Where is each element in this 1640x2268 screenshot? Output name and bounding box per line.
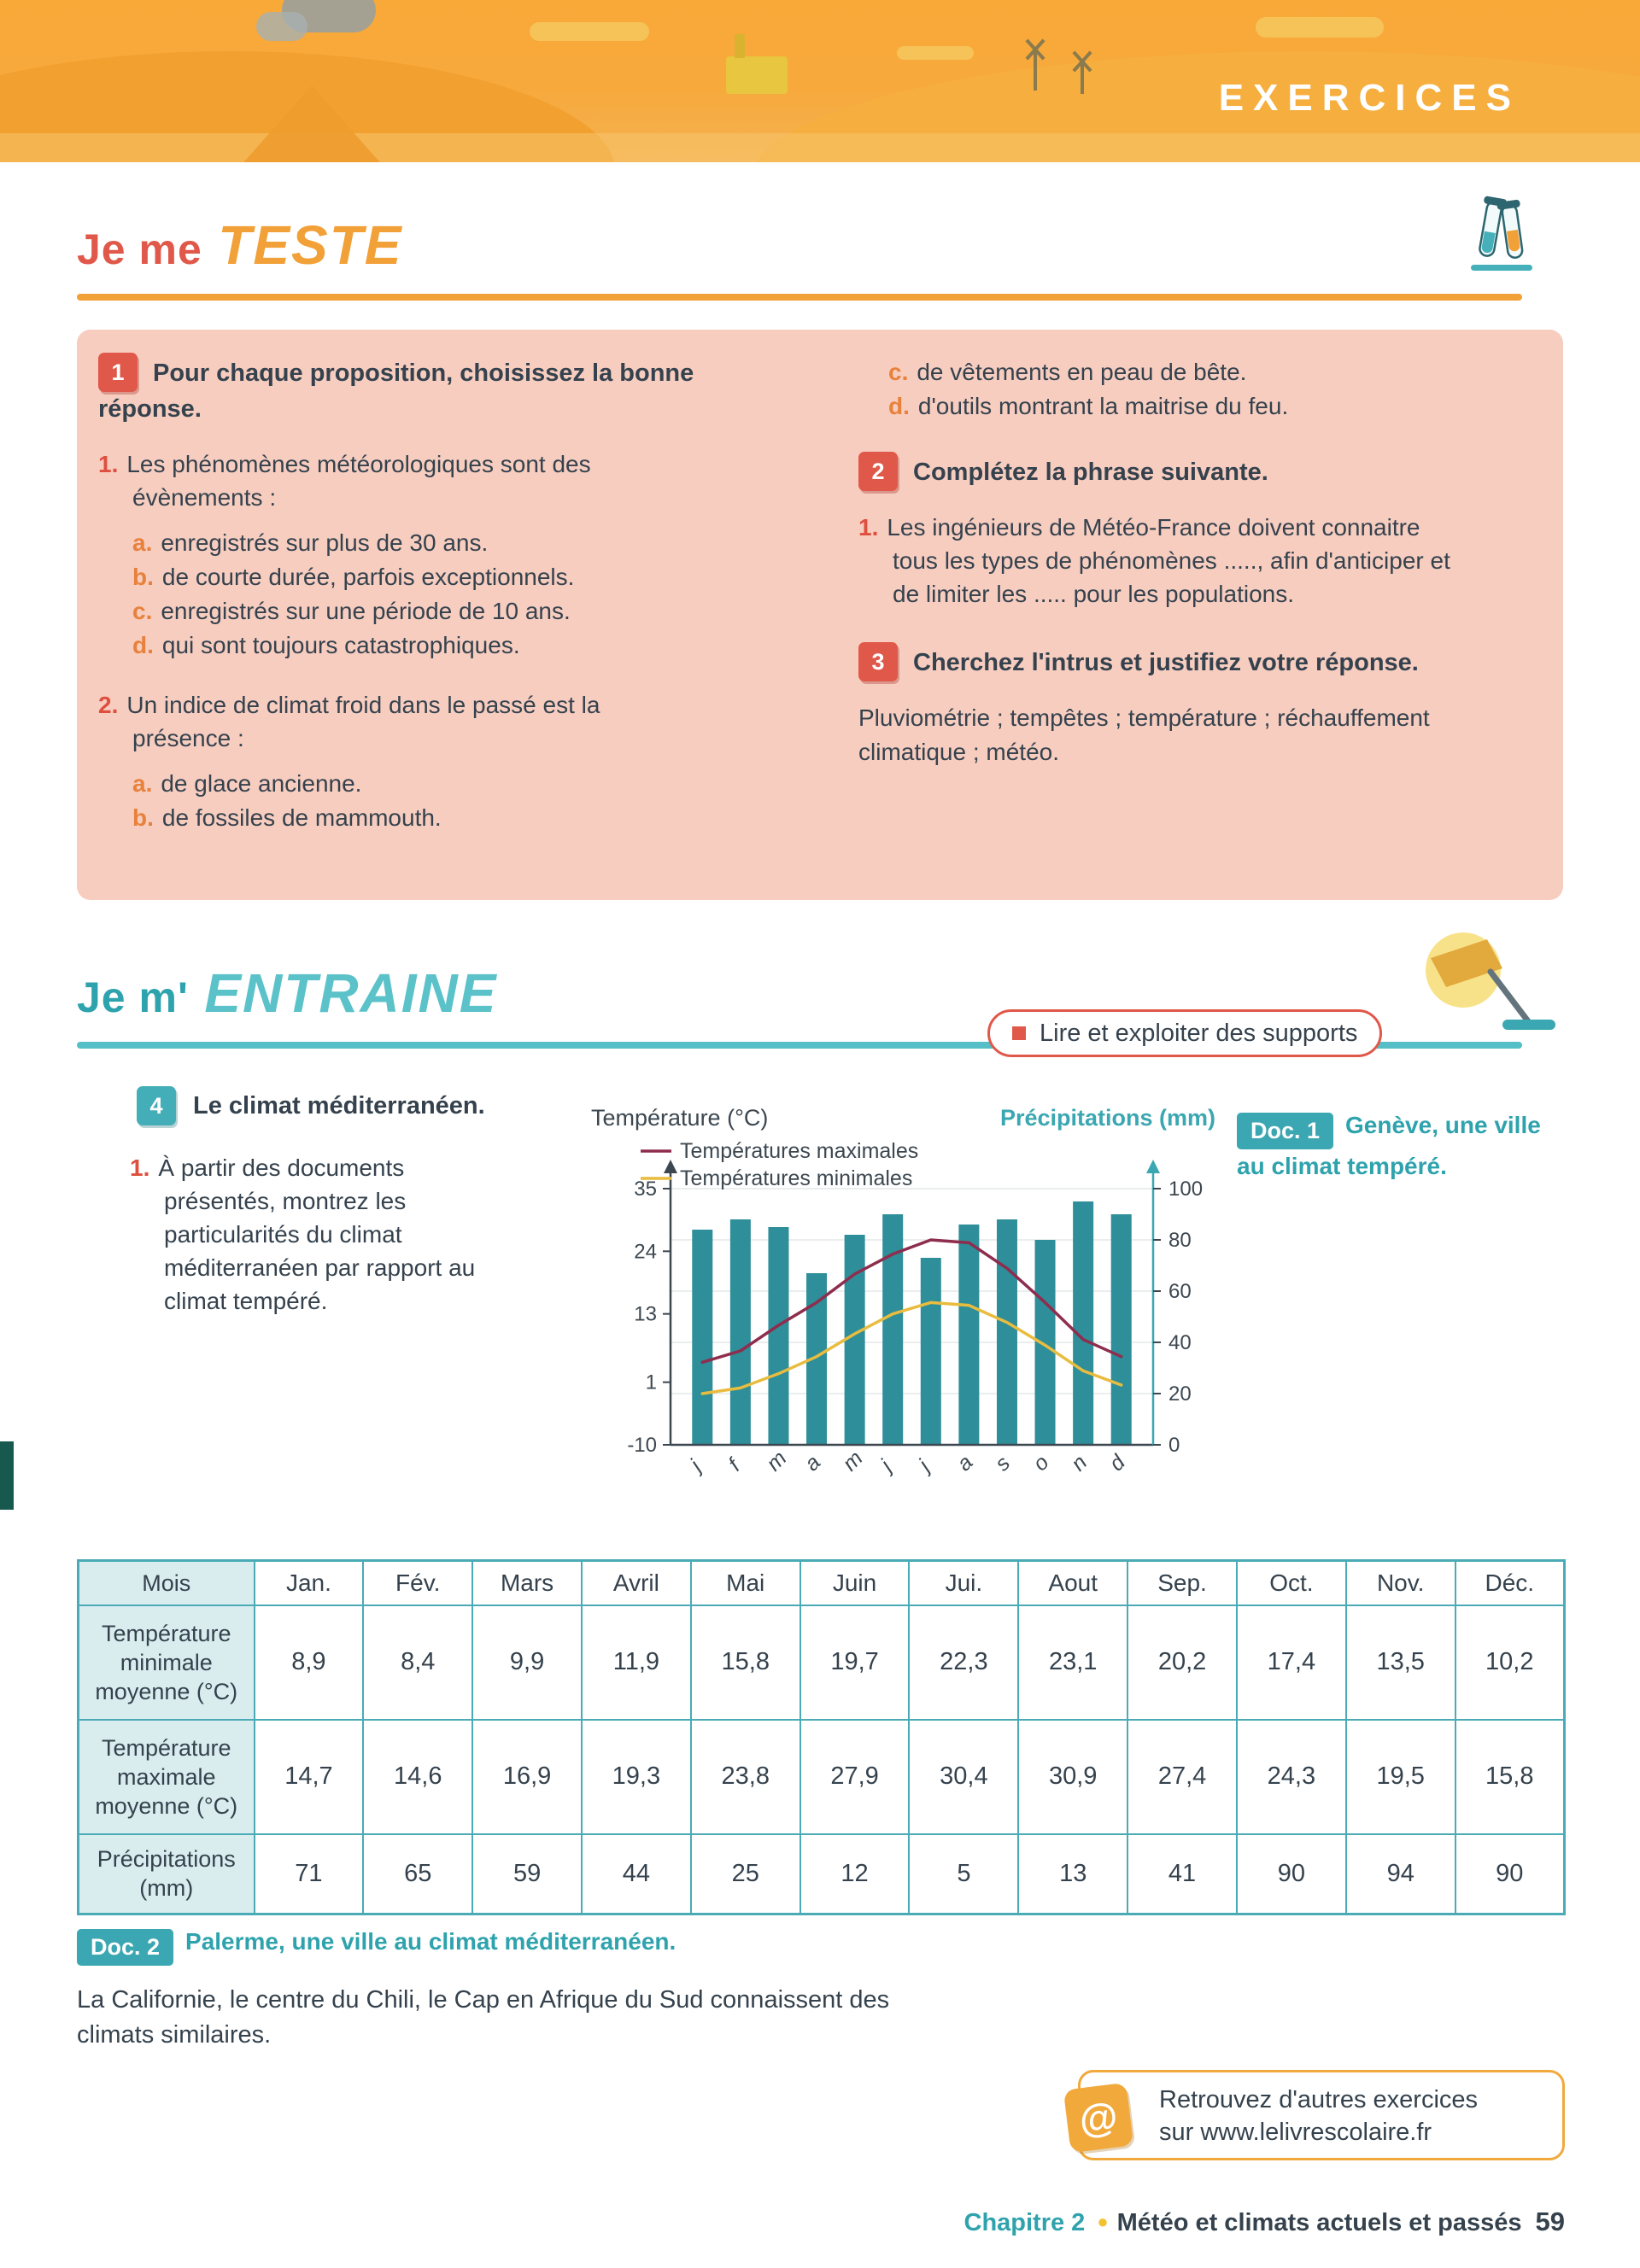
legend-label: Températures minimales: [680, 1166, 913, 1190]
exercise-3-title: Cherchez l'intrus et justifiez votre réponse.: [913, 649, 1419, 676]
banner-title: EXERCICES: [1218, 77, 1520, 119]
right-tick-label: 20: [1168, 1382, 1192, 1406]
exercise-3-text: Pluviométrie ; tempêtes ; température ; réchauffement climatique ; météo.: [858, 704, 1430, 765]
table-cell: 22,3: [909, 1605, 1018, 1720]
table-cell: 9,9: [472, 1605, 582, 1720]
table-cell: 12: [800, 1834, 910, 1914]
question-number: 1.: [858, 514, 879, 541]
option-text: de courte durée, parfois exceptionnels.: [161, 564, 575, 590]
table-cell: 8,4: [363, 1605, 472, 1720]
exercise-1-question-2-options: [132, 767, 773, 835]
table-header-month: Juin: [800, 1561, 910, 1605]
left-tick-label: 35: [634, 1178, 657, 1201]
option-label: d.: [132, 632, 154, 658]
table-header-month: Fév.: [363, 1561, 472, 1605]
question-text: Les ingénieurs de Météo-France doivent connaitre tous les types de phénomènes ....., afin d'anticiper et de limiter les ..... pour les populations.: [887, 514, 1450, 607]
table-cell: 41: [1128, 1834, 1237, 1914]
exercise-1-number-badge: 1: [98, 353, 138, 392]
option-label: a.: [132, 529, 153, 556]
promo-line1: Retrouvez d'autres exercices: [1159, 2086, 1479, 2113]
wind-turbine-icon: [1081, 61, 1084, 94]
right-tick-label: 40: [1168, 1331, 1192, 1354]
volcano-icon: [239, 85, 384, 162]
question-number: 2.: [98, 692, 119, 718]
table-cell: 65: [363, 1834, 472, 1914]
table-cell: 24,3: [1237, 1720, 1346, 1834]
table-cell: 23,1: [1018, 1605, 1128, 1720]
month-label: s: [990, 1451, 1016, 1476]
precipitation-bar: [882, 1214, 903, 1445]
doc1-climate-chart: [589, 1103, 1226, 1522]
table-cell: 20,2: [1128, 1605, 1237, 1720]
right-axis-arrow: [1146, 1160, 1160, 1173]
exercise-3-number-badge: 3: [858, 642, 898, 681]
exercise-1-question-1-options-continued: [888, 355, 1542, 424]
page-edge-marker: [0, 1441, 14, 1510]
table-header-month: Jui.: [909, 1561, 1018, 1605]
precipitation-bar: [730, 1219, 751, 1445]
right-axis-title: Précipitations (mm): [999, 1105, 1215, 1131]
exbox-left-column: [98, 355, 773, 861]
temperature-line: [702, 1240, 1121, 1362]
table-cell: 14,6: [363, 1720, 472, 1834]
option-text: de vêtements en peau de bête.: [917, 359, 1247, 385]
exercise-4-title: Le climat méditerranéen.: [193, 1091, 485, 1119]
table-header-mois: Mois: [79, 1561, 255, 1605]
exercise-4-number-badge: 4: [137, 1086, 176, 1125]
precipitation-bar: [958, 1225, 979, 1445]
left-tick-label: 13: [634, 1302, 657, 1326]
right-tick-label: 0: [1168, 1434, 1180, 1457]
option-label: d.: [888, 393, 910, 419]
month-label: f: [723, 1454, 746, 1476]
table-cell: 27,4: [1128, 1720, 1237, 1834]
table-cell: 30,9: [1018, 1720, 1128, 1834]
table-cell: 94: [1346, 1834, 1456, 1914]
exercise-2-question-1: [858, 511, 1456, 611]
more-exercises-box: [1078, 2070, 1565, 2160]
table-cell: 15,8: [691, 1605, 800, 1720]
table-header-month: Jan.: [255, 1561, 364, 1605]
footer-page-number: 59: [1535, 2207, 1565, 2236]
promo-link[interactable]: sur www.lelivrescolaire.fr: [1159, 2119, 1432, 2146]
cloud-icon: [530, 22, 649, 41]
exercise-1-question-1-options: [132, 526, 773, 663]
table-cell: 13,5: [1346, 1605, 1456, 1720]
red-square-icon: [1012, 1026, 1026, 1040]
table-row: [79, 1720, 1565, 1834]
month-label: d: [1104, 1450, 1130, 1476]
option: [132, 526, 773, 560]
table-header-month: Sep.: [1128, 1561, 1237, 1605]
month-label: j: [876, 1455, 897, 1476]
table-header-month: Mars: [472, 1561, 582, 1605]
month-label: o: [1028, 1450, 1054, 1476]
doc2-badge: Doc. 2: [77, 1929, 173, 1966]
table-cell: 19,3: [582, 1720, 691, 1834]
exercise-2-title: Complétez la phrase suivante.: [913, 459, 1268, 486]
precipitation-bar: [1073, 1201, 1093, 1445]
table-cell: 5: [909, 1834, 1018, 1914]
doc2-caption: Palerme, une ville au climat méditerranéen.: [185, 1928, 676, 1955]
question-text: À partir des documents présentés, montrez les particularités du climat méditerranéen par rapport au climat tempéré.: [158, 1154, 476, 1314]
doc1-caption-block: [1237, 1108, 1563, 1184]
legend-label: Températures maximales: [680, 1139, 919, 1163]
heading-word: ENTRAINE: [204, 962, 498, 1024]
option-label: a.: [132, 770, 153, 797]
table-header-month: Mai: [691, 1561, 800, 1605]
factory-icon: [726, 56, 788, 94]
table-cell: 15,8: [1456, 1720, 1565, 1834]
heading-je-me-teste: [77, 213, 402, 277]
footer-title: Météo et climats actuels et passés: [1116, 2209, 1522, 2236]
footer-chapter: Chapitre 2: [964, 2209, 1086, 2236]
table-header-month: Déc.: [1456, 1561, 1565, 1605]
right-tick-label: 100: [1168, 1178, 1204, 1201]
orange-divider: [77, 294, 1522, 301]
option: [888, 355, 1542, 389]
banner: [0, 0, 1640, 162]
at-icon: @: [1063, 2083, 1133, 2153]
exercise-1-question-1: [98, 447, 696, 514]
exercise-3-header: [858, 645, 1542, 681]
table-cell: 16,9: [472, 1720, 582, 1834]
option-text: enregistrés sur une période de 10 ans.: [161, 598, 571, 624]
exercise-1-question-2: [98, 688, 696, 755]
precipitation-bar: [997, 1219, 1017, 1445]
right-tick-label: 80: [1168, 1229, 1192, 1252]
table-cell: 90: [1237, 1834, 1346, 1914]
question-number: 1.: [130, 1154, 150, 1181]
option: [888, 389, 1542, 424]
question-text: Un indice de climat froid dans le passé est la présence :: [126, 692, 600, 751]
table-cell: 59: [472, 1834, 582, 1914]
table-header-month: Avril: [582, 1561, 691, 1605]
table-cell: 11,9: [582, 1605, 691, 1720]
doc2-caption-block: [77, 1925, 1273, 1966]
table-cell: 25: [691, 1834, 800, 1914]
option: [132, 594, 773, 628]
option-label: b.: [132, 564, 154, 590]
month-label: n: [1066, 1450, 1092, 1476]
table-header-month: Nov.: [1346, 1561, 1456, 1605]
doc1-caption: Genève, une ville au climat tempéré.: [1237, 1112, 1541, 1179]
doc1-badge: Doc. 1: [1237, 1113, 1333, 1149]
table-cell: 71: [255, 1834, 364, 1914]
exercise-4-header: [137, 1086, 485, 1125]
option-label: b.: [132, 804, 154, 831]
desk-lamp-icon: [1414, 924, 1563, 1052]
option: [132, 767, 773, 801]
table-cell: 14,7: [255, 1720, 364, 1834]
option: [132, 560, 773, 594]
month-label: j: [685, 1455, 706, 1476]
exercise-2-header: [858, 454, 1542, 490]
table-cell: 13: [1018, 1834, 1128, 1914]
exercise-2-number-badge: 2: [858, 452, 898, 491]
exbox-right-column: [858, 355, 1542, 769]
je-me-teste-box: [77, 330, 1563, 900]
left-tick-label: -10: [627, 1434, 657, 1457]
table-row-label: Précipitations (mm): [79, 1834, 255, 1914]
question-text: Les phénomènes météorologiques sont des évènements :: [126, 451, 591, 511]
table-header-month: Oct.: [1237, 1561, 1346, 1605]
cloud-icon: [897, 46, 974, 60]
smoke-cloud-icon: [256, 12, 308, 41]
table-cell: 27,9: [800, 1720, 910, 1834]
table-cell: 8,9: [255, 1605, 364, 1720]
page-footer: [964, 2207, 1566, 2237]
skill-badge-label: Lire et exploiter des supports: [1040, 1019, 1358, 1047]
precipitation-bar: [768, 1227, 788, 1445]
promo-text: [1159, 2072, 1562, 2148]
option-label: c.: [132, 598, 153, 624]
exercise-4-question-1: [130, 1151, 489, 1318]
test-tubes-icon: [1452, 193, 1546, 283]
doc2-note: La Californie, le centre du Chili, le Cap en Afrique du Sud connaissent des climats similaires.: [77, 1986, 890, 2049]
climate-table: [77, 1559, 1566, 1915]
table-row-label: Température maximale moyenne (°C): [79, 1720, 255, 1834]
table-cell: 44: [582, 1834, 691, 1914]
option-text: qui sont toujours catastrophiques.: [161, 632, 520, 658]
wind-turbine-icon: [1034, 50, 1037, 91]
left-tick-label: 24: [634, 1240, 657, 1264]
heading-prefix: Je m': [77, 973, 189, 1021]
cloud-icon: [1256, 17, 1384, 38]
precipitation-bar: [1111, 1214, 1132, 1445]
heading-word: TESTE: [218, 214, 403, 276]
month-label: m: [838, 1446, 868, 1476]
table-cell: 90: [1456, 1834, 1565, 1914]
table-cell: 30,4: [909, 1720, 1018, 1834]
left-axis-title: Température (°C): [591, 1105, 769, 1131]
left-tick-label: 1: [645, 1371, 657, 1394]
exercise-1-header: [98, 355, 773, 427]
option: [132, 628, 773, 663]
skill-badge: [987, 1009, 1382, 1057]
month-label: j: [914, 1455, 934, 1476]
month-label: a: [952, 1450, 978, 1476]
option-text: de glace ancienne.: [161, 770, 362, 797]
right-tick-label: 60: [1168, 1280, 1192, 1303]
exercise-1-title: Pour chaque proposition, choisissez la bonne réponse.: [98, 359, 694, 423]
climate-chart-svg: [589, 1103, 1226, 1517]
footer-dot-icon: ●: [1097, 2211, 1109, 2232]
month-label: m: [761, 1446, 792, 1476]
table-cell: 23,8: [691, 1720, 800, 1834]
question-number: 1.: [98, 451, 119, 477]
table-row: [79, 1834, 1565, 1914]
table-cell: 19,7: [800, 1605, 910, 1720]
option-text: enregistrés sur plus de 30 ans.: [161, 529, 489, 556]
table-cell: 19,5: [1346, 1720, 1456, 1834]
heading-je-m-entraine: [77, 962, 497, 1025]
table-cell: 17,4: [1237, 1605, 1346, 1720]
precipitation-bar: [921, 1258, 941, 1445]
precipitation-bar: [692, 1230, 712, 1445]
option-text: d'outils montrant la maitrise du feu.: [917, 393, 1289, 419]
option-label: c.: [888, 359, 909, 385]
option-text: de fossiles de mammouth.: [161, 804, 442, 831]
left-axis-arrow: [664, 1160, 677, 1173]
table-row: [79, 1605, 1565, 1720]
table-row-label: Température minimale moyenne (°C): [79, 1605, 255, 1720]
month-label: a: [800, 1450, 826, 1476]
option: [132, 801, 773, 835]
heading-prefix: Je me: [77, 225, 202, 273]
table-cell: 10,2: [1456, 1605, 1565, 1720]
table-header-month: Aout: [1018, 1561, 1128, 1605]
